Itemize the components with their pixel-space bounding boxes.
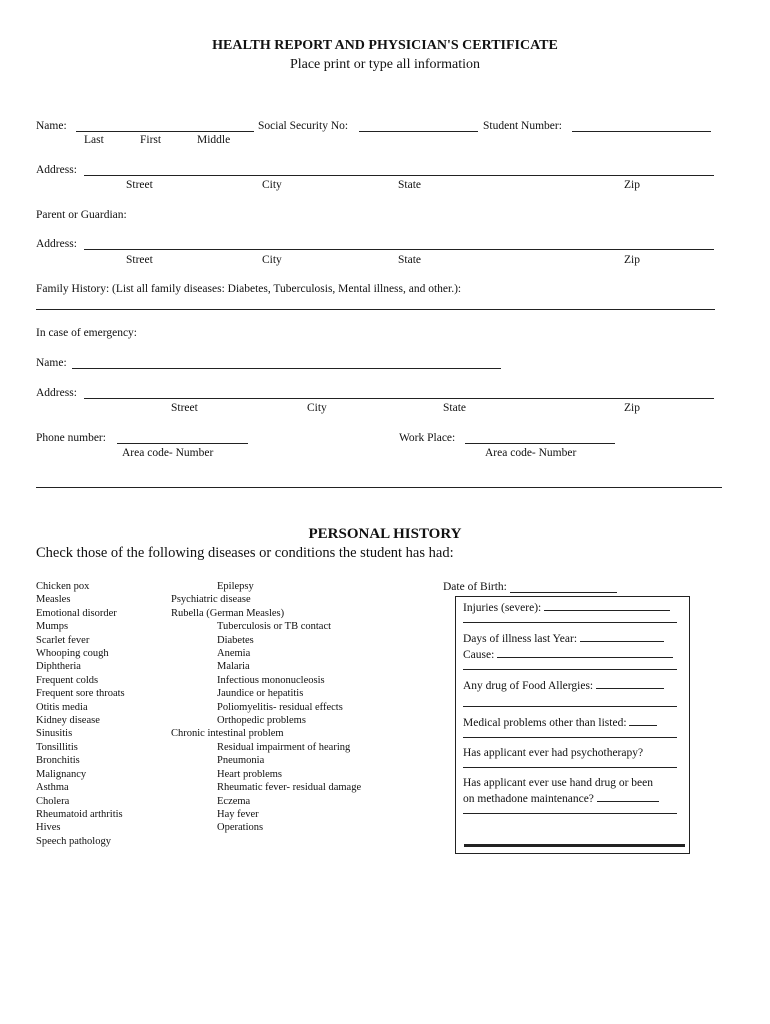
condition-item[interactable]: Malaria — [217, 661, 250, 673]
section-divider — [36, 487, 722, 488]
family-history-field[interactable] — [36, 309, 715, 310]
street-caption: Street — [171, 402, 198, 414]
phone-number-field[interactable] — [117, 443, 248, 444]
condition-item[interactable]: Pneumonia — [217, 755, 265, 767]
phone-number-label: Phone number: — [36, 432, 109, 444]
emergency-address-field[interactable] — [84, 398, 714, 399]
conditions-column-2 — [171, 580, 361, 835]
emergency-name-label: Name: — [36, 357, 70, 369]
condition-item[interactable]: Infectious mononucleosis — [217, 674, 325, 686]
city-caption: City — [262, 254, 282, 266]
condition-item[interactable]: Kidney disease — [36, 715, 100, 727]
condition-item[interactable]: Tuberculosis or TB contact — [217, 621, 332, 633]
methadone-field-line2[interactable] — [463, 813, 677, 814]
condition-item[interactable]: Scarlet fever — [36, 634, 90, 646]
form-title: HEALTH REPORT AND PHYSICIAN'S CERTIFICATE — [212, 38, 558, 53]
zip-caption: Zip — [624, 402, 640, 414]
condition-item[interactable]: Chronic intestinal problem — [171, 728, 284, 740]
condition-item[interactable]: Heart problems — [217, 768, 283, 780]
last-caption: Last — [84, 134, 104, 146]
condition-item[interactable]: Residual impairment of hearing — [217, 741, 351, 753]
parent-guardian-label: Parent or Guardian: — [36, 209, 127, 221]
emergency-label: In case of emergency: — [36, 327, 138, 339]
condition-item[interactable]: Eczema — [217, 795, 251, 807]
condition-item[interactable]: Emotional disorder — [36, 607, 117, 619]
street-caption: Street — [126, 254, 153, 266]
zip-caption: Zip — [624, 179, 640, 191]
form-subtitle: Place print or type all information — [289, 57, 481, 72]
student-number-label: Student Number: — [483, 120, 565, 132]
condition-item[interactable]: Rubella (German Measles) — [171, 607, 285, 619]
personal-history-subtitle: Check those of the following diseases or conditions the student has had: — [36, 545, 454, 561]
allergies-label: Any drug of Food Allergies: — [463, 678, 684, 694]
condition-item[interactable]: Sinusitis — [36, 728, 73, 740]
condition-item[interactable]: Diphtheria — [36, 661, 81, 673]
hand-drug-label: Has applicant ever use hand drug or been — [463, 777, 653, 789]
parent-address-field[interactable] — [84, 249, 714, 250]
days-illness-label: Days of illness last Year: — [463, 631, 684, 647]
condition-item[interactable]: Measles — [36, 594, 71, 606]
conditions-column-1 — [36, 580, 125, 848]
cause-field-line2[interactable] — [463, 669, 677, 670]
medical-problems-field[interactable] — [629, 715, 657, 726]
zip-caption: Zip — [624, 254, 640, 266]
student-number-field[interactable] — [572, 131, 711, 132]
days-illness-field[interactable] — [580, 631, 664, 642]
condition-item[interactable]: Chicken pox — [36, 581, 90, 592]
box-bottom-rule — [464, 844, 685, 847]
cause-label: Cause: — [463, 647, 684, 663]
middle-caption: Middle — [197, 134, 231, 146]
ssn-label: Social Security No: — [258, 120, 351, 132]
medical-problems-field-line2[interactable] — [463, 737, 677, 738]
condition-item[interactable]: Orthopedic problems — [217, 715, 306, 727]
name-field[interactable] — [76, 131, 254, 132]
ssn-field[interactable] — [359, 131, 478, 132]
condition-item[interactable]: Cholera — [36, 795, 70, 807]
psychotherapy-field[interactable] — [463, 767, 677, 768]
allergies-field-line2[interactable] — [463, 706, 677, 707]
condition-item[interactable]: Hives — [36, 822, 61, 834]
work-caption: Area code- Number — [485, 447, 577, 459]
condition-item[interactable]: Epilepsy — [217, 581, 254, 592]
work-place-label: Work Place: — [399, 432, 459, 444]
city-caption: City — [262, 179, 282, 191]
allergies-field[interactable] — [596, 678, 664, 689]
phone-caption: Area code- Number — [122, 447, 214, 459]
condition-item[interactable]: Tonsillitis — [36, 741, 78, 753]
methadone-field[interactable] — [597, 791, 659, 802]
condition-item[interactable]: Rheumatoid arthritis — [36, 808, 123, 820]
emergency-address-label: Address: — [36, 387, 80, 399]
medical-problems-label: Medical problems other than listed: — [463, 715, 684, 731]
injuries-field[interactable] — [544, 600, 670, 611]
condition-item[interactable]: Bronchitis — [36, 755, 80, 767]
address-label: Address: — [36, 164, 80, 176]
condition-item[interactable]: Anemia — [217, 648, 251, 660]
cause-field[interactable] — [497, 647, 673, 658]
state-caption: State — [398, 179, 421, 191]
city-caption: City — [307, 402, 327, 414]
work-place-field[interactable] — [465, 443, 615, 444]
condition-item[interactable]: Mumps — [36, 621, 69, 633]
injuries-field-line2[interactable] — [463, 622, 677, 623]
condition-item[interactable]: Poliomyelitis- residual effects — [217, 701, 343, 713]
condition-item[interactable]: Jaundice or hepatitis — [217, 688, 304, 700]
condition-item[interactable]: Speech pathology — [36, 835, 111, 847]
parent-address-label: Address: — [36, 238, 80, 250]
street-caption: Street — [126, 179, 153, 191]
condition-item[interactable]: Hay fever — [217, 808, 259, 820]
state-caption: State — [398, 254, 421, 266]
medical-details-box — [455, 596, 690, 854]
dob-field[interactable] — [510, 592, 617, 593]
family-history-label: Family History: (List all family diseases: Diabetes, Tuberculosis, Mental illness, and other.): — [36, 283, 462, 295]
injuries-label: Injuries (severe): — [463, 600, 684, 616]
condition-item[interactable]: Operations — [217, 822, 264, 834]
condition-item[interactable]: Asthma — [36, 782, 69, 794]
state-caption: State — [443, 402, 466, 414]
condition-item[interactable]: Rheumatic fever- residual damage — [217, 782, 362, 794]
personal-history-title: PERSONAL HISTORY — [308, 526, 462, 542]
methadone-label: on methadone maintenance? — [463, 791, 684, 807]
condition-item[interactable]: Frequent sore throats — [36, 688, 125, 700]
emergency-name-field[interactable] — [72, 368, 501, 369]
first-caption: First — [140, 134, 162, 146]
condition-item[interactable]: Whooping cough — [36, 648, 109, 660]
dob-label: Date of Birth: — [443, 581, 510, 593]
name-label: Name: — [36, 120, 70, 132]
address-field[interactable] — [84, 175, 714, 176]
condition-item[interactable]: Frequent colds — [36, 674, 99, 686]
condition-item[interactable]: Psychiatric disease — [171, 594, 251, 606]
psychotherapy-label: Has applicant ever had psychotherapy? — [463, 747, 644, 759]
condition-item[interactable]: Otitis media — [36, 701, 88, 713]
condition-item[interactable]: Diabetes — [217, 634, 254, 646]
condition-item[interactable]: Malignancy — [36, 768, 87, 780]
